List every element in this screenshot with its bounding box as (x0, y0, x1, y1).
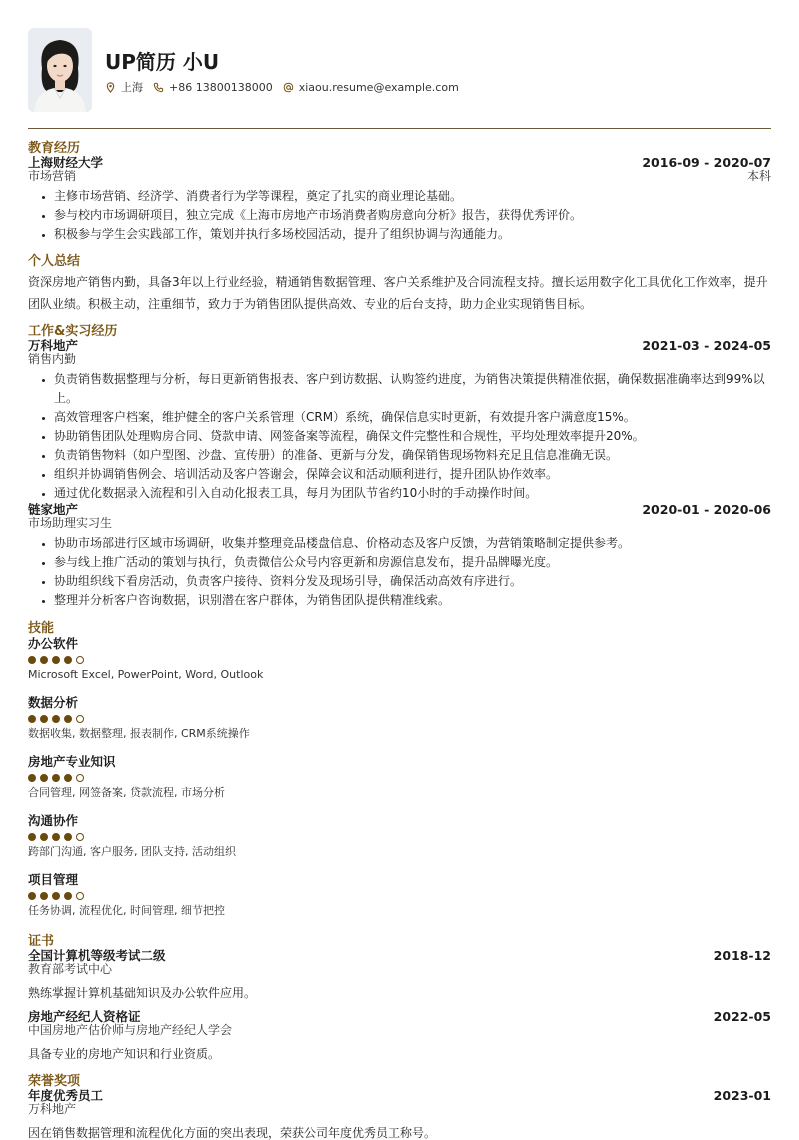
major: 市场营销 (28, 169, 77, 183)
skill-rating (28, 892, 771, 900)
work-title: 工作&实习经历 (28, 324, 118, 339)
rating-dot-filled (64, 656, 72, 664)
list-item: • 协助市场部进行区域市场调研，收集并整理竞品楼盘信息、价格动态及客户反馈，为营销策略制定提供参考。 (54, 534, 771, 553)
cert-desc: 熟练掌握计算机基础知识及办公软件应用。 (28, 986, 257, 1000)
skills-section (28, 622, 771, 931)
cert-entry-head (28, 949, 771, 962)
job-entry-head (28, 339, 771, 352)
list-item: • 参与线上推广活动的策划与执行，负责微信公众号内容更新和房源信息发布，提升品牌曝光度。 (54, 553, 771, 572)
skill-name: 数据分析 (28, 695, 79, 710)
cert-date: 2018-12 (713, 948, 771, 963)
rating-dot-filled (52, 774, 60, 782)
location-item (105, 79, 143, 95)
email-text[interactable]: xiaou.resume@example.com (298, 80, 459, 94)
work-section (28, 325, 771, 503)
skill-keywords: Microsoft Excel, PowerPoint, Word, Outlook (28, 668, 264, 681)
award-desc: 因在销售数据管理和流程优化方面的突出表现，荣获公司年度优秀员工称号。 (28, 1126, 437, 1140)
company-name: 万科地产 (28, 338, 79, 353)
cert-date: 2022-05 (713, 1009, 771, 1024)
resume-page (28, 0, 771, 1140)
certificates-section (28, 935, 771, 1000)
company-name: 链家地产 (28, 502, 79, 517)
cert-name: 房地产经纪人资格证 (28, 1009, 141, 1024)
job-role: 销售内勤 (28, 352, 77, 366)
rating-dot-filled (40, 656, 48, 664)
list-item: • 组织并协调销售例会、培训活动及客户答谢会，保障会议和活动顺利进行，提升团队协作效率。 (54, 465, 771, 484)
skill-item (28, 813, 771, 872)
award-entry-head (28, 1089, 771, 1102)
rating-dot-empty (76, 892, 84, 900)
skill-item (28, 636, 771, 695)
skill-keywords: 合同管理, 网签备案, 贷款流程, 市场分析 (28, 786, 225, 799)
list-item: • 高效管理客户档案，维护健全的客户关系管理（CRM）系统，确保信息实时更新，有效提升客户满意度15%。 (54, 408, 771, 427)
rating-dot-filled (40, 892, 48, 900)
job-bullets (28, 370, 771, 503)
at-sign-icon (283, 82, 294, 93)
rating-dot-empty (76, 656, 84, 664)
skills-title: 技能 (28, 621, 55, 636)
rating-dot-filled (52, 715, 60, 723)
rating-dot-filled (64, 833, 72, 841)
rating-dot-filled (28, 892, 36, 900)
list-item: • 协助组织线下看房活动，负责客户接待、资料分发及现场引导，确保活动高效有序进行。 (54, 572, 771, 591)
job-role: 市场助理实习生 (28, 516, 113, 530)
school-name: 上海财经大学 (28, 155, 104, 170)
skill-item (28, 754, 771, 813)
skill-name: 办公软件 (28, 636, 79, 651)
education-bullets (28, 187, 771, 244)
resume-header (28, 0, 771, 128)
rating-dot-filled (52, 833, 60, 841)
rating-dot-filled (40, 715, 48, 723)
award-name: 年度优秀员工 (28, 1088, 104, 1103)
cert-name: 全国计算机等级考试二级 (28, 948, 166, 963)
certificates-title: 证书 (28, 934, 55, 949)
skill-item (28, 872, 771, 931)
phone-text: +86 13800138000 (169, 80, 273, 94)
rating-dot-filled (28, 715, 36, 723)
certificate-item (28, 1010, 771, 1061)
avatar (28, 28, 92, 112)
job-entry-head (28, 503, 771, 516)
rating-dot-filled (28, 833, 36, 841)
cert-issuer-text: 教育部考试中心 (28, 962, 113, 976)
education-section (28, 142, 771, 244)
rating-dot-empty (76, 774, 84, 782)
job-entry-sub (28, 352, 771, 366)
cert-issuer (28, 962, 771, 976)
summary-title: 个人总结 (28, 254, 81, 269)
rating-dot-filled (40, 833, 48, 841)
list-item: • 负责销售数据整理与分析，每日更新销售报表、客户到访数据、认购签约进度，为销售决策提供精准依据，确保数据准确率达到99%以上。 (54, 370, 771, 408)
skill-keywords: 数据收集, 数据整理, 报表制作, CRM系统操作 (28, 727, 250, 740)
job-bullets (28, 534, 771, 610)
cert-issuer (28, 1023, 771, 1037)
phone-item (153, 81, 273, 94)
location-pin-icon (105, 82, 116, 93)
award-issuer (28, 1102, 771, 1116)
skill-rating (28, 715, 771, 723)
rating-dot-filled (64, 892, 72, 900)
education-entry-head (28, 156, 771, 169)
job-dates: 2021-03 - 2024-05 (642, 338, 771, 353)
award-issuer-text: 万科地产 (28, 1102, 77, 1116)
cert-desc: 具备专业的房地产知识和行业资质。 (28, 1047, 221, 1061)
rating-dot-filled (64, 774, 72, 782)
rating-dot-filled (40, 774, 48, 782)
education-entry-sub (28, 169, 771, 183)
cert-issuer-text: 中国房地产估价师与房地产经纪人学会 (28, 1023, 233, 1037)
skill-keywords: 任务协调, 流程优化, 时间管理, 细节把控 (28, 904, 225, 917)
award-date: 2023-01 (713, 1088, 771, 1103)
skill-rating (28, 833, 771, 841)
education-title: 教育经历 (28, 141, 81, 156)
list-item: • 通过优化数据录入流程和引入自动化报表工具，每月为团队节省约10小时的手动操作时间。 (54, 484, 771, 503)
rating-dot-filled (64, 715, 72, 723)
rating-dot-empty (76, 715, 84, 723)
header-divider (28, 128, 771, 129)
degree: 本科 (746, 169, 771, 183)
skill-rating (28, 774, 771, 782)
contact-info (105, 79, 469, 95)
skill-rating (28, 656, 771, 664)
location-text: 上海 (121, 81, 143, 94)
job-entry-sub (28, 516, 771, 530)
list-item: • 积极参与学生会实践部工作，策划并执行多场校园活动，提升了组织协调与沟通能力。 (54, 225, 771, 244)
internship-section (28, 503, 771, 610)
summary-text: 资深房地产销售内勤，具备3年以上行业经验，精通销售数据管理、客户关系维护及合同流程支持。擅长运用数字化工具优化工作效率，提升团队业绩。积极主动，注重细节，致力于为销售团队提供高效、专业的后台支持，助力企业实现销售目标。 (28, 275, 768, 311)
candidate-name: UP简历 小U (105, 50, 220, 74)
education-dates: 2016-09 - 2020-07 (642, 155, 771, 170)
awards-title: 荣誉奖项 (28, 1074, 81, 1089)
rating-dot-filled (52, 656, 60, 664)
skill-item (28, 695, 771, 754)
skill-keywords: 跨部门沟通, 客户服务, 团队支持, 活动组织 (28, 845, 236, 858)
cert-entry-head (28, 1010, 771, 1023)
rating-dot-empty (76, 833, 84, 841)
job-dates: 2020-01 - 2020-06 (642, 502, 771, 517)
skill-name: 项目管理 (28, 872, 79, 887)
list-item: • 协助销售团队处理购房合同、贷款申请、网签备案等流程，确保文件完整性和合规性，平均处理效率提升20%。 (54, 427, 771, 446)
skills-list (28, 636, 771, 931)
phone-icon (153, 82, 164, 93)
list-item: • 整理并分析客户咨询数据，识别潜在客户群体，为销售团队提供精准线索。 (54, 591, 771, 610)
rating-dot-filled (28, 656, 36, 664)
awards-section (28, 1075, 771, 1140)
rating-dot-filled (52, 892, 60, 900)
skill-name: 沟通协作 (28, 813, 79, 828)
email-item[interactable] (283, 81, 459, 94)
list-item: • 负责销售物料（如户型图、沙盘、宣传册）的准备、更新与分发，确保销售现场物料充足且信息准确无误。 (54, 446, 771, 465)
rating-dot-filled (28, 774, 36, 782)
skill-name: 房地产专业知识 (28, 754, 116, 769)
list-item: • 主修市场营销、经济学、消费者行为学等课程，奠定了扎实的商业理论基础。 (54, 187, 771, 206)
summary-section (28, 255, 771, 315)
list-item: • 参与校内市场调研项目，独立完成《上海市房地产市场消费者购房意向分析》报告，获得优秀评价。 (54, 206, 771, 225)
